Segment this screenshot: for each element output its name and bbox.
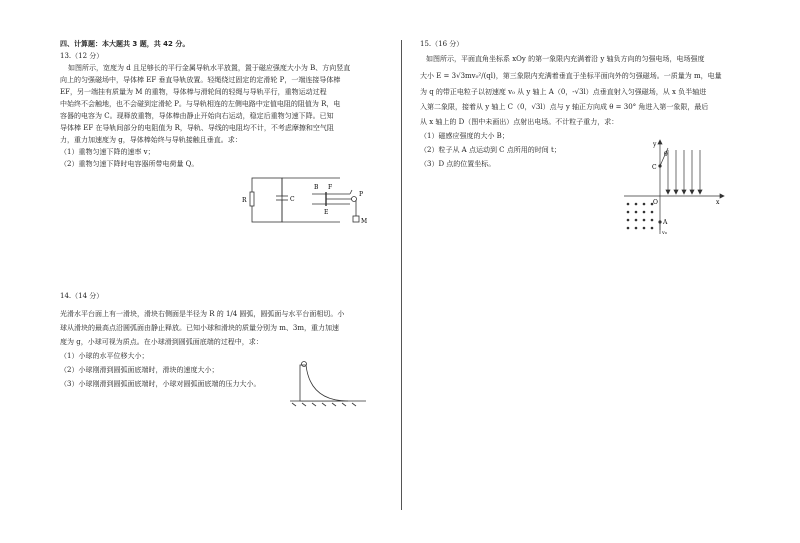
q14-line: 光滑水平台面上有一滑块，滑块右侧面是半径为 R 的 1/4 圆弧，圆弧面与水平台面相切。小 xyxy=(60,310,345,318)
label-x: x xyxy=(716,199,720,206)
label-M: M xyxy=(361,218,368,225)
q13-line: 容器的电容为 C。现释放重物，导体棒由静止开始向右运动，稳定后重物匀速下降。已知 xyxy=(60,112,334,120)
q13-line: 导体棒 EF 在导轨间部分的电阻值为 R，导轨、导线的电阻均不计，不考虑摩擦和空气阻 xyxy=(60,124,334,132)
label-P: P xyxy=(359,191,364,198)
q15-line: 从 x 轴上的 D（图中未画出）点射出电场。不计粒子重力，求： xyxy=(420,118,619,126)
q13-line: EF，另一端挂有质量为 M 的重物，导体棒与滑轮间的轻绳与导轨平行，重物运动过程 xyxy=(60,88,327,96)
q14-number: 14.（14 分） xyxy=(60,292,104,300)
label-O: O xyxy=(653,199,658,206)
label-v0: v₀ xyxy=(662,230,667,236)
label-F: F xyxy=(328,184,333,191)
q13-sub: （2）重物匀速下降时电容器所带电荷量 Q。 xyxy=(60,160,199,168)
q14-sub: （1）小球的水平位移大小； xyxy=(60,352,149,360)
label-E: E xyxy=(324,209,329,216)
label-C: C xyxy=(652,164,657,171)
q13-line: 向上的匀强磁场中，导体棒 EF 垂直导轨放置。轻绳绕过固定的定滑轮 P，一端连接导体棒 xyxy=(60,76,341,84)
q15-coordinate-figure xyxy=(616,138,726,238)
q14-slider-figure xyxy=(288,355,368,407)
q13-sub: （1）重物匀速下降的速率 v； xyxy=(60,148,155,156)
label-y: y xyxy=(653,141,657,148)
q13-line: 如图所示，宽度为 d 且足够长的平行金属导轨水平放置，置于磁应强度大小为 B、方向竖直 xyxy=(68,64,351,72)
q13-line: 力，重力加速度为 g，导体棒始终与导轨接触且垂直。求： xyxy=(60,136,242,144)
q14-line: 度为 g，小球可视为质点。在小球滑到圆弧面底端的过程中，求： xyxy=(60,338,263,346)
q13-line: 中始终不会触地，也不会碰到定滑轮 P。与导轨相连的左侧电路中定值电阻的阻值为 R，电 xyxy=(60,100,341,108)
label-theta: θ xyxy=(664,151,668,158)
label-C: C xyxy=(290,196,295,203)
label-B: B xyxy=(314,184,319,191)
q15-line: 入第二象限，接着从 y 轴上 C（0，√3l）点与 y 轴正方向成 θ = 30° 角进入第一象限，最后 xyxy=(420,103,709,111)
q15-line: 如图所示，平面直角坐标系 xOy 的第一象限内充满着沿 y 轴负方向的匀强电场，电场强度 xyxy=(426,55,705,63)
label-R: R xyxy=(242,197,247,204)
label-A: A xyxy=(663,219,668,226)
q15-line: 为 q 的带正电粒子以初速度 v₀ 从 y 轴上 A（0，-√3l）点垂直射入匀强磁场，从 x 负半轴进 xyxy=(420,88,707,96)
q13-circuit-figure xyxy=(240,172,380,234)
q15-sub: （2）粒子从 A 点运动到 C 点所用的时间 t； xyxy=(420,146,561,154)
q15-number: 15.（16 分） xyxy=(420,40,464,48)
q15-sub: （3）D 点的位置坐标。 xyxy=(420,160,496,168)
q15-line: 大小 E = 3√3mv₀²/(ql)，第三象限内充满着垂直于坐标平面向外的匀强磁场。一质量为 m，电量 xyxy=(420,72,722,80)
section-header: 四、计算题：本大题共 3 题，共 42 分。 xyxy=(60,40,190,48)
q14-sub: （2）小球刚滑到圆弧面底端时，滑块的速度大小； xyxy=(60,366,219,374)
q14-line: 球从滑块的最高点沿圆弧面由静止释放。已知小球和滑块的质量分别为 m、3m，重力加速 xyxy=(60,324,339,332)
q13-number: 13.（12 分） xyxy=(60,52,104,60)
q14-sub: （3）小球刚滑到圆弧面底端时，小球对圆弧面底端的压力大小。 xyxy=(60,380,261,388)
q15-sub: （1）磁感应强度的大小 B； xyxy=(420,132,509,140)
column-divider xyxy=(401,40,402,510)
